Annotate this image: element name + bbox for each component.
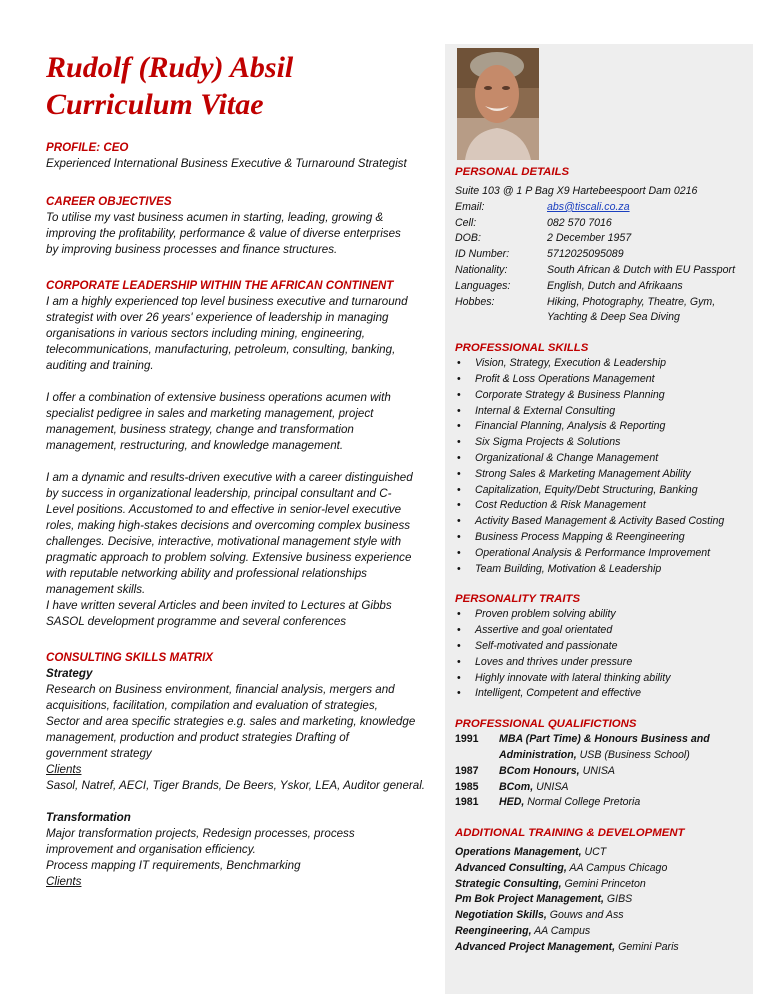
corporate-line: by success in organizational leadership, principal consultant and C-: [46, 487, 392, 500]
corporate-line: I offer a combination of extensive business operations acumen with: [46, 391, 391, 404]
list-item: • Organizational & Change Management: [457, 451, 659, 464]
profile-text: Experienced International Business Executive & Turnaround Strategist: [46, 157, 407, 170]
list-item: • Strong Sales & Marketing Management Ability: [457, 467, 691, 480]
transformation-line: Major transformation projects, Redesign processes, process: [46, 827, 355, 840]
strategy-line: acquisitions, facilitation, compilation and evaluation of strategies,: [46, 699, 378, 712]
list-item: • Profit & Loss Operations Management: [457, 372, 655, 385]
list-item: • Cost Reduction & Risk Management: [457, 499, 646, 512]
training-row: Advanced Consulting, AA Campus Chicago: [455, 861, 668, 874]
list-item: • Intelligent, Competent and effective: [457, 687, 642, 700]
corporate-line: Level positions. Accustomed to and effective in senior-level executive: [46, 503, 402, 516]
list-item: • Business Process Mapping & Reengineering: [457, 530, 685, 543]
corporate-line: organisations in various sectors including mining, engineering,: [46, 327, 366, 340]
transformation-line: improvement and organisation efficiency.: [46, 843, 256, 856]
list-item: • Self-motivated and passionate: [457, 639, 618, 652]
corporate-line: pragmatic approach to problem solving. Extensive business experience: [46, 551, 412, 564]
career-objectives-line: by improving business processes and finance structures.: [46, 243, 338, 256]
career-objectives-line: To utilise my vast business acumen in starting, leading, growing &: [46, 211, 384, 224]
transformation-heading: Transformation: [46, 811, 131, 824]
detail-value: 2 December 1957: [547, 232, 632, 245]
detail-key: Languages:: [455, 279, 511, 292]
training-row: Reengineering, AA Campus: [455, 925, 591, 938]
corporate-line: I am a highly experienced top level business executive and turnaround: [46, 295, 408, 308]
strategy-line: government strategy: [46, 747, 152, 760]
detail-value: English, Dutch and Afrikaans: [547, 279, 683, 292]
transformation-clients-label: Clients: [46, 875, 82, 888]
detail-key: Nationality:: [455, 263, 508, 276]
cv-name: Rudolf (Rudy) Absil: [46, 51, 294, 84]
detail-value: South African & Dutch with EU Passport: [547, 263, 736, 276]
detail-row-languages: [455, 279, 751, 295]
corporate-line: roles, making high-stakes decisions and overcoming complex business: [46, 519, 411, 532]
profile-photo: [457, 48, 539, 160]
list-item: • Activity Based Management & Activity Based Costing: [457, 515, 725, 528]
training-row: Negotiation Skills, Gouws and Ass: [455, 909, 624, 922]
list-item: • Corporate Strategy & Business Planning: [457, 388, 665, 401]
qualification-row: 1985 BCom, UNISA: [455, 780, 569, 793]
training-row: Strategic Consulting, Gemini Princeton: [455, 877, 646, 890]
detail-value: 082 570 7016: [547, 216, 612, 229]
corporate-line: strategist with over 26 years' experience of leadership in managing: [46, 311, 389, 324]
profile-heading: PROFILE: CEO: [46, 141, 129, 154]
qualification-row: 1981 HED, Normal College Pretoria: [455, 796, 641, 809]
list-item: • Assertive and goal orientated: [457, 624, 613, 637]
detail-value: 5712025095089: [547, 248, 624, 261]
corporate-line: management, business strategy, change and transformation: [46, 423, 354, 436]
training-row: Pm Bok Project Management, GIBS: [455, 893, 633, 906]
corporate-line: SASOL development programme and several conferences: [46, 615, 347, 628]
list-item: • Loves and thrives under pressure: [457, 655, 633, 668]
corporate-leadership-heading: CORPORATE LEADERSHIP WITHIN THE AFRICAN CONTINENT: [46, 279, 394, 292]
detail-key: DOB:: [455, 232, 481, 245]
corporate-line: telecommunications, manufacturing, petroleum, consulting, banking,: [46, 343, 396, 356]
strategy-line: Research on Business environment, financial analysis, mergers and: [46, 683, 395, 696]
detail-row-hobbies: [455, 295, 751, 327]
transformation-line: Process mapping IT requirements, Benchmarking: [46, 859, 301, 872]
corporate-line: I have written several Articles and been invited to Lectures at Gibbs: [46, 599, 392, 612]
email-link[interactable]: abs@tiscali.co.za: [547, 200, 630, 213]
corporate-line: specialist pedigree in sales and marketing management, project: [46, 407, 374, 420]
corporate-line: challenges. Decisive, interactive, motivational management style with: [46, 535, 402, 548]
address: Suite 103 @ 1 P Bag X9 Hartebeespoort Dam 0216: [455, 185, 698, 197]
list-item: • Proven problem solving ability: [457, 608, 616, 621]
strategy-clients-label: Clients: [46, 763, 82, 776]
list-item: • Vision, Strategy, Execution & Leadership: [457, 357, 666, 370]
list-item: • Internal & External Consulting: [457, 404, 616, 417]
detail-key: Email:: [455, 200, 485, 213]
list-item: • Financial Planning, Analysis & Reporting: [457, 420, 666, 433]
list-item: • Highly innovate with lateral thinking ability: [457, 671, 671, 684]
corporate-line: I am a dynamic and results-driven executive with a career distinguished: [46, 471, 413, 484]
training-row: Operations Management, UCT: [455, 846, 607, 859]
qualification-row: 1987 BCom Honours, UNISA: [455, 764, 615, 777]
qualification-row: 1991 MBA (Part Time) & Honours Business and Administration, USB (Business School): [455, 733, 710, 761]
personal-details-heading: PERSONAL DETAILS: [455, 166, 570, 178]
corporate-line: auditing and training.: [46, 359, 154, 372]
detail-row-email: [455, 200, 751, 216]
detail-row-id: [455, 247, 751, 263]
traits-list: [455, 607, 751, 702]
list-item: • Team Building, Motivation & Leadership: [457, 562, 662, 575]
career-objectives-heading: CAREER OBJECTIVES: [46, 195, 172, 208]
consulting-matrix-heading: CONSULTING SKILLS MATRIX: [46, 651, 214, 664]
strategy-clients: Sasol, Natref, AECI, Tiger Brands, De Beers, Yskor, LEA, Auditor general.: [46, 779, 426, 792]
list-item: • Capitalization, Equity/Debt Structuring, Banking: [457, 483, 698, 496]
detail-row-nationality: [455, 263, 751, 279]
training-row: Advanced Project Management, Gemini Paris: [455, 940, 679, 953]
detail-key: Hobbes:: [455, 295, 495, 308]
corporate-line: management, restructuring, and knowledge management.: [46, 439, 344, 452]
left-column: [46, 140, 448, 890]
list-item: • Operational Analysis & Performance Improvement: [457, 546, 711, 559]
skills-list: [455, 356, 751, 577]
professional-skills-heading: PROFESSIONAL SKILLS: [455, 342, 589, 355]
strategy-heading: Strategy: [46, 667, 93, 680]
corporate-line: with reputable networking ability and professional relationships: [46, 567, 367, 580]
detail-row-dob: [455, 231, 751, 247]
personality-traits-heading: PERSONALITY TRAITS: [455, 593, 581, 606]
corporate-line: management skills.: [46, 583, 146, 596]
qualifications-heading: PROFESSIONAL QUALIFICTIONS: [455, 718, 637, 731]
cv-subtitle: Curriculum Vitae: [46, 88, 264, 121]
training-heading: ADDITIONAL TRAINING & DEVELOPMENT: [455, 827, 685, 840]
detail-row-cell: [455, 216, 751, 232]
detail-key: ID Number:: [455, 248, 510, 261]
strategy-line: management, production and product strategies Drafting of: [46, 731, 349, 744]
detail-value: Hiking, Photography, Theatre, Gym, Yachting & Deep Sea Diving: [547, 295, 716, 324]
detail-key: Cell:: [455, 216, 477, 229]
career-objectives-line: improving the profitability, performance & value of diverse enterprises: [46, 227, 401, 240]
right-column: [455, 164, 751, 956]
list-item: • Six Sigma Projects & Solutions: [457, 436, 621, 449]
strategy-line: Sector and area specific strategies e.g. sales and marketing, knowledge: [46, 715, 416, 728]
